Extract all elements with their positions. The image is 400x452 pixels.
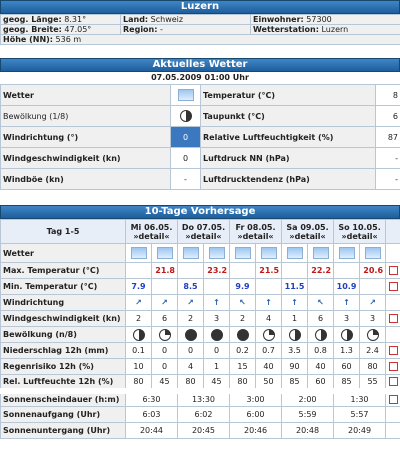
- current-title: Aktuelles Wetter: [0, 58, 400, 72]
- cur-value-humidity: 87: [376, 127, 400, 148]
- cur-value-temp: 8: [376, 85, 400, 106]
- cur-label-temp: Temperatur (°C): [201, 85, 376, 106]
- chart-toggle-icon[interactable]: [386, 375, 400, 391]
- region-value: -: [160, 25, 163, 34]
- cell-value: 5:57: [334, 407, 386, 423]
- table-row: [1, 407, 400, 423]
- cell-value: 6:00: [230, 407, 282, 423]
- cell-value: 20:45: [178, 423, 230, 439]
- table-row: [1, 279, 400, 295]
- detail-link[interactable]: »detail«: [185, 231, 222, 241]
- cell-value: ↑: [256, 295, 282, 311]
- row-label: Windgeschwindigkeit (kn): [1, 311, 126, 327]
- weather-icon: [334, 244, 360, 263]
- cell-value: 1.3: [334, 343, 360, 359]
- detail-link[interactable]: »detail«: [341, 231, 378, 241]
- cell-value: 0: [152, 343, 178, 359]
- chart-toggle-icon[interactable]: [386, 343, 400, 359]
- cell-value: [178, 263, 204, 279]
- station-value: Luzern: [321, 25, 349, 34]
- pop-label: Einwohner:: [253, 15, 304, 24]
- chart-toggle-icon[interactable]: [386, 295, 400, 311]
- cur-value-dewpoint: 6: [376, 106, 400, 127]
- cur-value-pressure: -: [376, 148, 400, 169]
- table-row: [1, 391, 400, 407]
- row-label: Regenrisiko 12h (%): [1, 359, 126, 375]
- day-name: Do 07.05.: [181, 222, 226, 232]
- cell-value: 2.4: [360, 343, 386, 359]
- cell-value: 5:59: [282, 407, 334, 423]
- lat-value: 47.05°: [64, 25, 92, 34]
- weather-icon: [256, 244, 282, 263]
- cell-value: 85: [334, 375, 360, 391]
- cell-value: 10: [126, 359, 152, 375]
- current-time: 07.05.2009 01:00 Uhr: [151, 73, 249, 82]
- cell-value: 60: [334, 359, 360, 375]
- day-name: So 10.05.: [338, 222, 381, 232]
- lon-label: geog. Länge:: [3, 15, 62, 24]
- day-name: Fr 08.05.: [235, 222, 276, 232]
- forecast-title: 10-Tage Vorhersage: [0, 205, 400, 219]
- cell-value: [152, 279, 178, 295]
- cell-value: ↗: [178, 295, 204, 311]
- table-row: [1, 295, 400, 311]
- cell-value: 20:48: [282, 423, 334, 439]
- cell-value: [282, 263, 308, 279]
- detail-link[interactable]: »detail«: [237, 231, 274, 241]
- cell-value: 0.7: [256, 343, 282, 359]
- chart-toggle-icon[interactable]: [386, 244, 400, 263]
- cell-value: 23.2: [204, 263, 230, 279]
- cloud-cover-icon: [282, 327, 308, 343]
- row-label: Sonnenaufgang (Uhr): [1, 407, 126, 423]
- cell-value: [256, 279, 282, 295]
- cell-value: ↑: [282, 295, 308, 311]
- region-label: Region:: [123, 25, 158, 34]
- table-row: [1, 327, 400, 343]
- cell-value: 3:00: [230, 391, 282, 407]
- row-label: Max. Temperatur (°C): [1, 263, 126, 279]
- cell-value: 0.8: [308, 343, 334, 359]
- cell-value: 2: [126, 311, 152, 327]
- cloud-cover-icon: [171, 106, 201, 127]
- cell-value: 2: [178, 311, 204, 327]
- row-label: Min. Temperatur (°C): [1, 279, 126, 295]
- location-title: Luzern: [0, 0, 400, 14]
- table-row: [1, 244, 400, 263]
- cell-value: ↖: [308, 295, 334, 311]
- cloud-cover-icon: [152, 327, 178, 343]
- cell-value: 0: [152, 359, 178, 375]
- cell-value: 2:00: [282, 391, 334, 407]
- chart-toggle-icon[interactable]: [386, 391, 400, 407]
- cell-value: 1: [204, 359, 230, 375]
- day-header[interactable]: [282, 220, 334, 244]
- cell-value: 40: [256, 359, 282, 375]
- cloud-cover-icon: [256, 327, 282, 343]
- cloudy-moon-icon: [171, 85, 201, 106]
- table-row: [1, 359, 400, 375]
- cur-value-gust: -: [171, 169, 201, 190]
- table-row: [1, 311, 400, 327]
- cell-value: 2: [230, 311, 256, 327]
- cur-value-winddir: 0: [171, 127, 201, 148]
- chart-toggle-icon[interactable]: [386, 423, 400, 439]
- cell-value: 6:02: [178, 407, 230, 423]
- cell-value: [126, 263, 152, 279]
- cell-value: 80: [360, 359, 386, 375]
- row-label: Niederschlag 12h (mm): [1, 343, 126, 359]
- cell-value: ↗: [126, 295, 152, 311]
- weather-icon: [178, 244, 204, 263]
- cell-value: [230, 263, 256, 279]
- cell-value: [204, 279, 230, 295]
- table-row: [1, 423, 400, 439]
- cell-value: 4: [256, 311, 282, 327]
- weather-icon: [230, 244, 256, 263]
- cell-value: 3: [204, 311, 230, 327]
- cell-value: 80: [230, 375, 256, 391]
- cell-value: 45: [204, 375, 230, 391]
- cell-value: 21.5: [256, 263, 282, 279]
- cell-value: 50: [256, 375, 282, 391]
- cur-label-weather: Wetter: [1, 85, 171, 106]
- cloud-cover-icon: [126, 327, 152, 343]
- cloud-cover-icon: [308, 327, 334, 343]
- weather-icon: [360, 244, 386, 263]
- station-label: Wetterstation:: [253, 25, 319, 34]
- row-label: Sonnenuntergang (Uhr): [1, 423, 126, 439]
- day-name: Mi 06.05.: [130, 222, 173, 232]
- cell-value: 6: [152, 311, 178, 327]
- detail-link[interactable]: »detail«: [133, 231, 170, 241]
- cell-value: 0.2: [230, 343, 256, 359]
- cell-value: 6:03: [126, 407, 178, 423]
- cell-value: ↑: [204, 295, 230, 311]
- day-header[interactable]: [334, 220, 386, 244]
- cloud-cover-icon: [204, 327, 230, 343]
- cell-value: 3: [360, 311, 386, 327]
- cell-value: 3: [334, 311, 360, 327]
- pop-value: 57300: [306, 15, 332, 24]
- cell-value: 0: [178, 343, 204, 359]
- cell-value: 90: [282, 359, 308, 375]
- lon-value: 8.31°: [64, 15, 87, 24]
- cell-value: 20.6: [360, 263, 386, 279]
- cell-value: 80: [178, 375, 204, 391]
- cell-value: 11.5: [282, 279, 308, 295]
- scroll-gutter: [386, 220, 400, 244]
- detail-link[interactable]: »detail«: [289, 231, 326, 241]
- cur-label-dewpoint: Taupunkt (°C): [201, 106, 376, 127]
- cell-value: 85: [282, 375, 308, 391]
- lat-label: geog. Breite:: [3, 25, 62, 34]
- forecast-label: Tag 1-5: [1, 220, 126, 244]
- cell-value: 40: [308, 359, 334, 375]
- cell-value: 13:30: [178, 391, 230, 407]
- cell-value: 60: [308, 375, 334, 391]
- cur-label-pressure-trend: Luftdrucktendenz (hPa): [201, 169, 376, 190]
- cell-value: ↗: [360, 295, 386, 311]
- row-label: Sonnenscheindauer (h:m): [1, 391, 126, 407]
- chart-toggle-icon[interactable]: [386, 327, 400, 343]
- alt-label: Höhe (NN):: [3, 35, 53, 44]
- cell-value: 20:44: [126, 423, 178, 439]
- cell-value: 1: [282, 311, 308, 327]
- cell-value: ↑: [334, 295, 360, 311]
- cell-value: 21.8: [152, 263, 178, 279]
- day-header[interactable]: [230, 220, 282, 244]
- cell-value: 8.5: [178, 279, 204, 295]
- location-info: [0, 14, 400, 45]
- weather-icon: [308, 244, 334, 263]
- row-label: Bewölkung (n/8): [1, 327, 126, 343]
- cell-value: 4: [178, 359, 204, 375]
- cur-value-windspeed: 0: [171, 148, 201, 169]
- cloud-cover-icon: [334, 327, 360, 343]
- table-row: [1, 263, 400, 279]
- cur-label-pressure: Luftdruck NN (hPa): [201, 148, 376, 169]
- day-header[interactable]: [178, 220, 230, 244]
- cell-value: 15: [230, 359, 256, 375]
- cell-value: 3.5: [282, 343, 308, 359]
- row-label: Windrichtung: [1, 295, 126, 311]
- cell-value: 10.9: [334, 279, 360, 295]
- weather-icon: [152, 244, 178, 263]
- table-row: [1, 343, 400, 359]
- weather-icon: [282, 244, 308, 263]
- cell-value: 22.2: [308, 263, 334, 279]
- current-table: [0, 84, 400, 190]
- cell-value: 1:30: [334, 391, 386, 407]
- cur-value-pressure-trend: -: [376, 169, 400, 190]
- alt-value: 536 m: [55, 35, 82, 44]
- cell-value: [334, 263, 360, 279]
- cell-value: 9.9: [230, 279, 256, 295]
- cell-value: [308, 279, 334, 295]
- cell-value: 20:46: [230, 423, 282, 439]
- chart-toggle-icon[interactable]: [386, 407, 400, 423]
- country-label: Land:: [123, 15, 149, 24]
- cloud-cover-icon: [230, 327, 256, 343]
- day-header[interactable]: [126, 220, 178, 244]
- cur-label-winddir: Windrichtung (°): [1, 127, 171, 148]
- cell-value: 45: [152, 375, 178, 391]
- cell-value: 7.9: [126, 279, 152, 295]
- cell-value: 0: [204, 343, 230, 359]
- cur-label-windspeed: Windgeschwindigkeit (kn): [1, 148, 171, 169]
- row-label: Rel. Luftfeuchte 12h (%): [1, 375, 126, 391]
- cell-value: 6: [308, 311, 334, 327]
- country-value: Schweiz: [150, 15, 184, 24]
- chart-toggle-icon[interactable]: [386, 279, 400, 295]
- weather-icon: [126, 244, 152, 263]
- cur-label-gust: Windböe (kn): [1, 169, 171, 190]
- chart-toggle-icon[interactable]: [386, 263, 400, 279]
- cur-label-humidity: Relative Luftfeuchtigkeit (%): [201, 127, 376, 148]
- cell-value: ↖: [230, 295, 256, 311]
- cell-value: 6:30: [126, 391, 178, 407]
- forecast-table: [0, 219, 400, 439]
- cloud-cover-icon: [178, 327, 204, 343]
- weather-icon: [204, 244, 230, 263]
- chart-toggle-icon[interactable]: [386, 311, 400, 327]
- cell-value: 20:49: [334, 423, 386, 439]
- cloud-cover-icon: [360, 327, 386, 343]
- cell-value: [360, 279, 386, 295]
- day-name: Sa 09.05.: [286, 222, 329, 232]
- chart-toggle-icon[interactable]: [386, 359, 400, 375]
- cell-value: 55: [360, 375, 386, 391]
- cell-value: 0.1: [126, 343, 152, 359]
- cell-value: ↗: [152, 295, 178, 311]
- cur-label-cloud: Bewölkung (1/8): [1, 106, 171, 127]
- table-row: [1, 375, 400, 391]
- cell-value: 80: [126, 375, 152, 391]
- row-label: Wetter: [1, 244, 126, 263]
